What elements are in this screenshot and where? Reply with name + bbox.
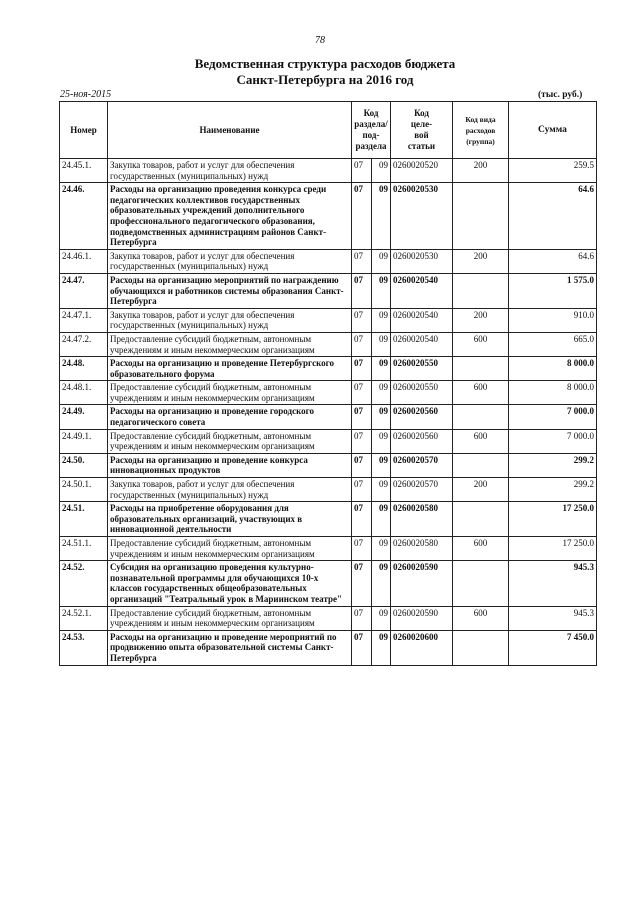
row-sum: 64.6 (509, 183, 597, 250)
table-row (60, 308, 597, 332)
row-target-code: 0260020600 (391, 630, 453, 665)
row-name: Расходы на организацию и проведение городского педагогического совета (108, 405, 352, 429)
row-number: 24.48.1. (60, 381, 108, 405)
table-row (60, 453, 597, 477)
row-expense-code (453, 273, 509, 308)
row-target-code: 0260020540 (391, 308, 453, 332)
row-number: 24.48. (60, 357, 108, 381)
row-sum: 17 250.0 (509, 537, 597, 561)
row-sum: 64.6 (509, 249, 597, 273)
row-target-code: 0260020530 (391, 183, 453, 250)
row-name: Закупка товаров, работ и услуг для обеспечения государственных (муниципальных) нужд (108, 249, 352, 273)
row-expense-code (453, 453, 509, 477)
header-target-line-2: целе- (410, 119, 433, 129)
row-subsection-code: 09 (372, 429, 391, 453)
row-expense-code: 200 (453, 249, 509, 273)
table-row (60, 537, 597, 561)
row-sum: 8 000.0 (509, 357, 597, 381)
row-target-code: 0260020520 (391, 159, 453, 183)
header-target-line-1: Код (414, 108, 429, 118)
row-section-code: 07 (352, 308, 372, 332)
table-row (60, 332, 597, 356)
row-expense-code: 600 (453, 381, 509, 405)
header-sum: Сумма (509, 102, 597, 159)
row-expense-code: 200 (453, 308, 509, 332)
row-expense-code (453, 630, 509, 665)
row-name: Закупка товаров, работ и услуг для обеспечения государственных (муниципальных) нужд (108, 159, 352, 183)
row-target-code: 0260020540 (391, 273, 453, 308)
row-name: Субсидия на организацию проведения культурно-познавательной программы для обучающихся 10-х классов государственных общеобразовательных организаций "Театральный урок в Мариинском театре" (108, 561, 352, 606)
row-sum: 259.5 (509, 159, 597, 183)
row-number: 24.49. (60, 405, 108, 429)
row-subsection-code: 09 (372, 332, 391, 356)
budget-table (59, 101, 597, 666)
row-name: Предоставление субсидий бюджетным, автономным учреждениям и иным некоммерческим организациям (108, 429, 352, 453)
row-section-code: 07 (352, 502, 372, 537)
row-name: Закупка товаров, работ и услуг для обеспечения государственных (муниципальных) нужд (108, 478, 352, 502)
row-expense-code: 600 (453, 429, 509, 453)
row-number: 24.47.2. (60, 332, 108, 356)
title-line-2: Санкт-Петербурга на 2016 год (236, 72, 414, 87)
row-expense-code (453, 357, 509, 381)
row-section-code: 07 (352, 381, 372, 405)
row-target-code: 0260020530 (391, 249, 453, 273)
row-number: 24.52.1. (60, 606, 108, 630)
table-header-row (60, 102, 597, 159)
row-target-code: 0260020590 (391, 561, 453, 606)
row-number: 24.47.1. (60, 308, 108, 332)
table-row (60, 561, 597, 606)
row-number: 24.50. (60, 453, 108, 477)
table-row (60, 249, 597, 273)
row-section-code: 07 (352, 273, 372, 308)
row-name: Расходы на приобретение оборудования для образовательных организаций, участвующих в инновационной деятельности (108, 502, 352, 537)
row-expense-code (453, 183, 509, 250)
row-expense-code: 200 (453, 159, 509, 183)
row-target-code: 0260020590 (391, 606, 453, 630)
row-name: Расходы на организацию проведения конкурса среди педагогических коллективов государственных образовательных учреждений дополнительного профессионального педагогического образования, подведомственных администрациям районов Санкт-Петербурга (108, 183, 352, 250)
row-name: Предоставление субсидий бюджетным, автономным учреждениям и иным некоммерческим организациям (108, 606, 352, 630)
row-sum: 1 575.0 (509, 273, 597, 308)
row-sum: 299.2 (509, 453, 597, 477)
row-sum: 7 450.0 (509, 630, 597, 665)
row-name: Предоставление субсидий бюджетным, автономным учреждениям и иным некоммерческим организациям (108, 537, 352, 561)
header-name: Наименование (108, 102, 352, 159)
table-body (60, 159, 597, 666)
row-subsection-code: 09 (372, 249, 391, 273)
document-title (0, 56, 640, 88)
header-expense-line-1: Код вида (465, 114, 496, 124)
header-target-line-3: вой (414, 130, 429, 140)
row-section-code: 07 (352, 405, 372, 429)
row-target-code: 0260020570 (391, 453, 453, 477)
row-subsection-code: 09 (372, 478, 391, 502)
row-number: 24.46. (60, 183, 108, 250)
row-sum: 945.3 (509, 606, 597, 630)
row-subsection-code: 09 (372, 273, 391, 308)
row-section-code: 07 (352, 561, 372, 606)
row-target-code: 0260020580 (391, 537, 453, 561)
row-section-code: 07 (352, 630, 372, 665)
row-subsection-code: 09 (372, 308, 391, 332)
row-name: Расходы на организацию мероприятий по награждению обучающихся и работников системы образования Санкт-Петербурга (108, 273, 352, 308)
row-number: 24.49.1. (60, 429, 108, 453)
row-section-code: 07 (352, 183, 372, 250)
row-subsection-code: 09 (372, 453, 391, 477)
page-number: 78 (315, 35, 325, 46)
header-expense-line-2: расходов (465, 125, 496, 135)
row-subsection-code: 09 (372, 630, 391, 665)
row-subsection-code: 09 (372, 381, 391, 405)
row-target-code: 0260020560 (391, 429, 453, 453)
row-expense-code: 200 (453, 478, 509, 502)
row-number: 24.51. (60, 502, 108, 537)
row-section-code: 07 (352, 332, 372, 356)
row-number: 24.45.1. (60, 159, 108, 183)
table-row (60, 502, 597, 537)
table-row (60, 606, 597, 630)
table-row (60, 429, 597, 453)
row-name: Расходы на организацию и проведение конкурса инновационных продуктов (108, 453, 352, 477)
row-number: 24.46.1. (60, 249, 108, 273)
table-row (60, 630, 597, 665)
table-row (60, 183, 597, 250)
header-section-line-2: раздела/ (354, 119, 388, 129)
row-expense-code (453, 561, 509, 606)
row-sum: 8 000.0 (509, 381, 597, 405)
table-row (60, 405, 597, 429)
row-subsection-code: 09 (372, 537, 391, 561)
row-sum: 910.0 (509, 308, 597, 332)
table-row (60, 357, 597, 381)
row-expense-code: 600 (453, 332, 509, 356)
row-target-code: 0260020580 (391, 502, 453, 537)
header-number: Номер (60, 102, 108, 159)
row-sum: 945.3 (509, 561, 597, 606)
row-name: Расходы на организацию и проведение Петербургского образовательного форума (108, 357, 352, 381)
units-label: (тыс. руб.) (538, 90, 583, 100)
row-sum: 665.0 (509, 332, 597, 356)
table-row (60, 478, 597, 502)
row-sum: 17 250.0 (509, 502, 597, 537)
row-expense-code: 600 (453, 606, 509, 630)
row-number: 24.50.1. (60, 478, 108, 502)
header-section-line-3: под- (362, 130, 380, 140)
table-row (60, 159, 597, 183)
row-section-code: 07 (352, 429, 372, 453)
row-target-code: 0260020550 (391, 381, 453, 405)
table-row (60, 381, 597, 405)
row-name: Закупка товаров, работ и услуг для обеспечения государственных (муниципальных) нужд (108, 308, 352, 332)
row-section-code: 07 (352, 478, 372, 502)
row-number: 24.53. (60, 630, 108, 665)
row-section-code: 07 (352, 357, 372, 381)
header-target-code (391, 102, 453, 159)
row-subsection-code: 09 (372, 502, 391, 537)
table-row (60, 273, 597, 308)
document-date: 25-ноя-2015 (60, 89, 112, 100)
row-number: 24.52. (60, 561, 108, 606)
row-subsection-code: 09 (372, 606, 391, 630)
row-name: Предоставление субсидий бюджетным, автономным учреждениям и иным некоммерческим организациям (108, 381, 352, 405)
header-target-line-4: статьи (407, 141, 436, 151)
title-line-1: Ведомственная структура расходов бюджета (194, 56, 456, 71)
row-subsection-code: 09 (372, 357, 391, 381)
header-expense-code (453, 102, 509, 159)
row-subsection-code: 09 (372, 159, 391, 183)
row-expense-code (453, 502, 509, 537)
row-subsection-code: 09 (372, 561, 391, 606)
row-expense-code (453, 405, 509, 429)
header-expense-line-3: (группа) (466, 136, 495, 146)
row-number: 24.47. (60, 273, 108, 308)
header-section-code (352, 102, 391, 159)
row-section-code: 07 (352, 249, 372, 273)
row-section-code: 07 (352, 453, 372, 477)
row-section-code: 07 (352, 159, 372, 183)
row-target-code: 0260020540 (391, 332, 453, 356)
row-sum: 7 000.0 (509, 405, 597, 429)
row-name: Расходы на организацию и проведение мероприятий по продвижению опыта образовательной системы Санкт-Петербурга (108, 630, 352, 665)
row-sum: 299.2 (509, 478, 597, 502)
row-section-code: 07 (352, 537, 372, 561)
row-section-code: 07 (352, 606, 372, 630)
row-subsection-code: 09 (372, 183, 391, 250)
row-subsection-code: 09 (372, 405, 391, 429)
row-expense-code: 600 (453, 537, 509, 561)
header-section-line-1: Код (363, 108, 379, 118)
header-section-line-4: раздела (355, 141, 387, 151)
row-target-code: 0260020560 (391, 405, 453, 429)
row-target-code: 0260020570 (391, 478, 453, 502)
row-target-code: 0260020550 (391, 357, 453, 381)
row-number: 24.51.1. (60, 537, 108, 561)
row-sum: 7 000.0 (509, 429, 597, 453)
row-name: Предоставление субсидий бюджетным, автономным учреждениям и иным некоммерческим организациям (108, 332, 352, 356)
